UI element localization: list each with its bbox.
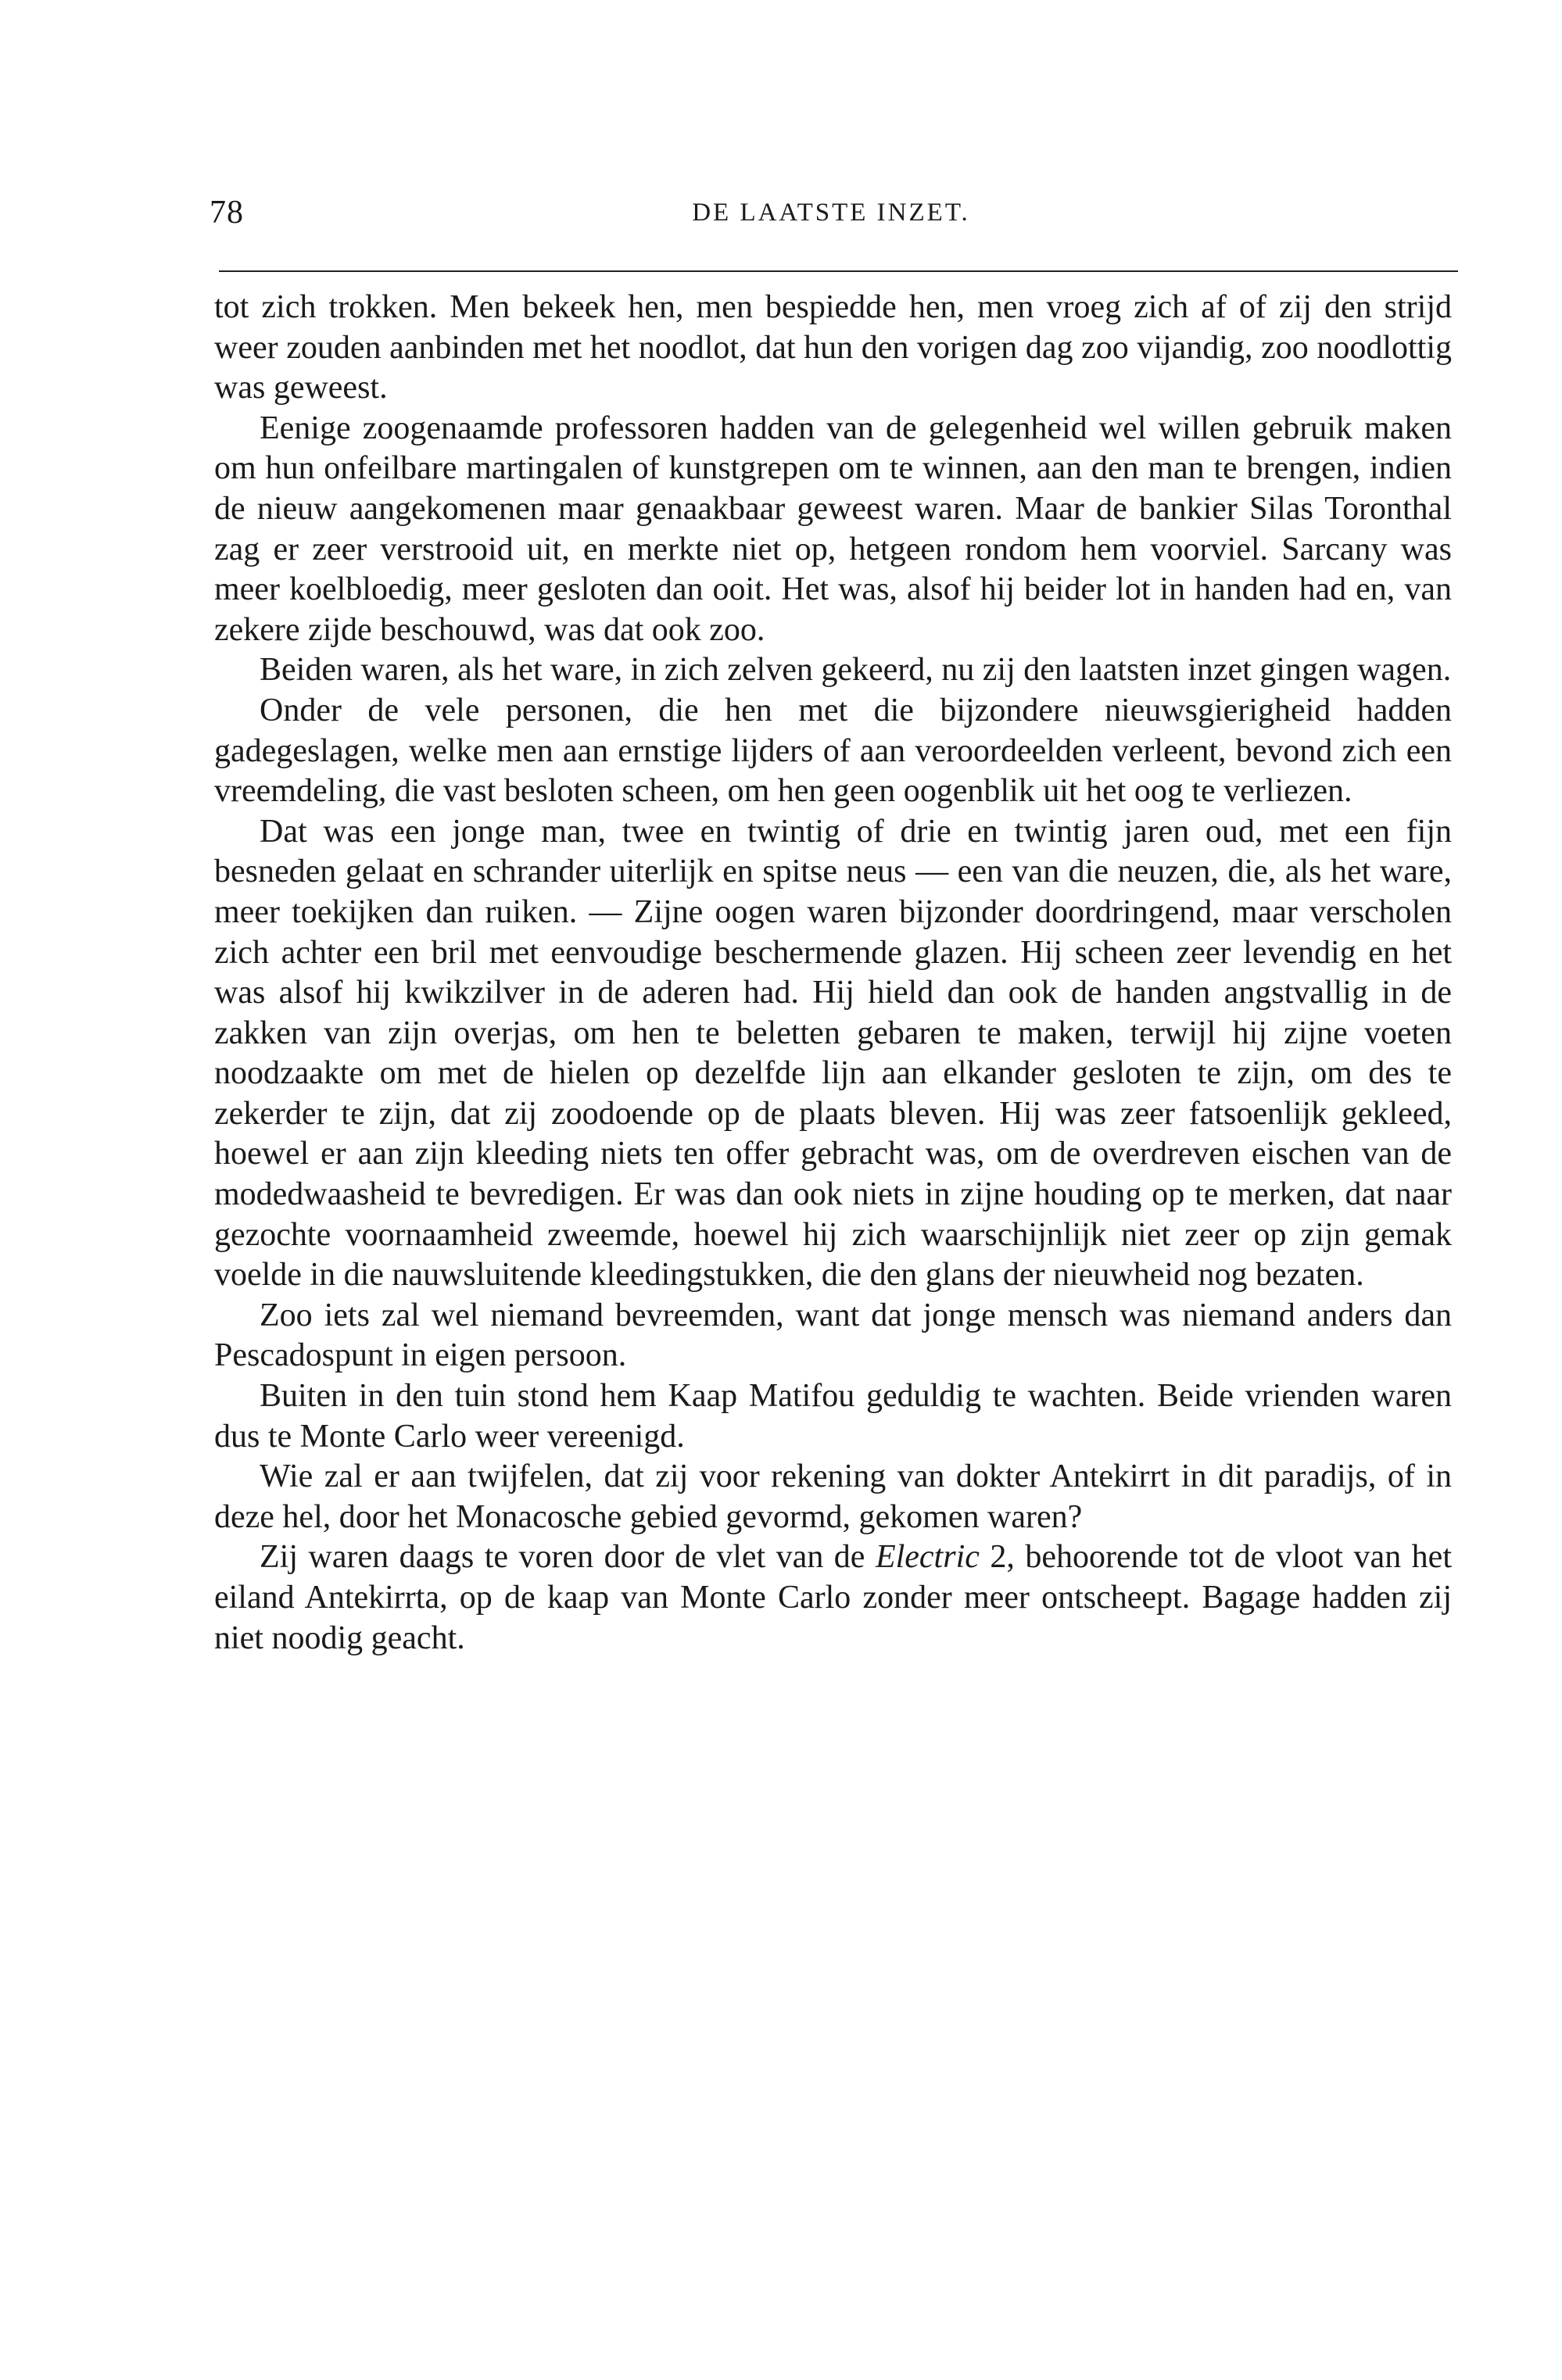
paragraph: tot zich trokken. Men bekeek hen, men bespiedde hen, men vroeg zich af of zij den strijd weer zouden aanbinden met het noodlot, dat hun den vorigen dag zoo vijandig, zoo noodlottig was geweest. <box>214 289 1452 406</box>
paragraph: Onder de vele personen, die hen met die bijzondere nieuwsgierigheid hadden gadegeslagen, welke men aan ernstige lijders of aan veroordeelden verleent, bevond zich een vreemdeling, die vast besloten scheen, om hen geen oogenblik uit het oog te verliezen. <box>214 692 1452 810</box>
paragraph: Zoo iets zal wel niemand bevreemden, want dat jonge mensch was niemand anders dan Pescadospunt in eigen persoon. <box>214 1297 1452 1374</box>
running-head <box>210 194 1453 241</box>
paragraph: Wie zal er aan twijfelen, dat zij voor rekening van dokter Antekirrt in dit paradijs, of in deze hel, door het Monacosche gebied gevormd, gekomen waren? <box>214 1458 1452 1535</box>
body-text <box>214 288 1452 1659</box>
book-page <box>210 194 1453 1659</box>
page-number: 78 <box>210 195 244 231</box>
paragraph-text: 2, behoorende tot de vloot van het eiland Antekirrta, op de kaap van Monte Carlo zonder meer ontscheept. Bagage hadden zij niet noodig geacht. <box>214 1539 1452 1656</box>
paragraph: Dat was een jonge man, twee en twintig of drie en twintig jaren oud, met een fijn besneden gelaat en schrander uiterlijk en spitse neus — een van die neuzen, die, als het ware, meer toekijken dan ruiken. — Zijne oogen waren bijzonder doordringend, maar verscholen zich achter een bril met eenvoudige beschermende glazen. Hij scheen zeer levendig en het was alsof hij kwikzilver in de aderen had. Hij hield dan ook de handen angstvallig in de zakken van zijn overjas, om hen te beletten gebaren te maken, terwijl hij zijne voeten noodzaakte om met de hielen op dezelfde lijn aan elkander gesloten te zijn, om des te zekerder te zijn, dat zij zoodoende op de plaats bleven. Hij was zeer fatsoenlijk gekleed, hoewel er aan zijn kleeding niets ten offer gebracht was, om de overdreven eischen van de modedwaasheid te bevredigen. Er was dan ook niets in zijne houding op te merken, dat naar gezochte voornaamheid zweemde, hoewel hij zich waarschijnlijk niet zeer op zijn gemak voelde in die nauwsluitende kleedingstukken, die den glans der nieuwheid nog bezaten. <box>214 813 1452 1294</box>
paragraph: Eenige zoogenaamde professoren hadden van de gelegenheid wel willen gebruik maken om hun onfeilbare martingalen of kunstgrepen om te winnen, aan den man te brengen, indien de nieuw aangekomenen maar genaakbaar geweest waren. Maar de bankier Silas Toronthal zag er zeer verstrooid uit, en merkte niet op, hetgeen rondom hem voorviel. Sarcany was meer koelbloedig, meer gesloten dan ooit. Het was, alsof hij beider lot in handen had en, van zekere zijde beschouwd, was dat ook zoo. <box>214 410 1452 648</box>
paragraph-text: Zij waren daags te voren door de vlet van de <box>260 1539 876 1576</box>
ship-name: Electric <box>875 1539 980 1576</box>
paragraph: Buiten in den tuin stond hem Kaap Matifou geduldig te wachten. Beide vrienden waren dus te Monte Carlo weer vereenigd. <box>214 1378 1452 1455</box>
paragraph <box>214 1537 1452 1659</box>
paragraph: Beiden waren, als het ware, in zich zelven gekeerd, nu zij den laatsten inzet gingen wagen. <box>260 652 1452 689</box>
running-title: DE LAATSTE INZET. <box>692 199 970 227</box>
header-rule <box>219 270 1458 272</box>
